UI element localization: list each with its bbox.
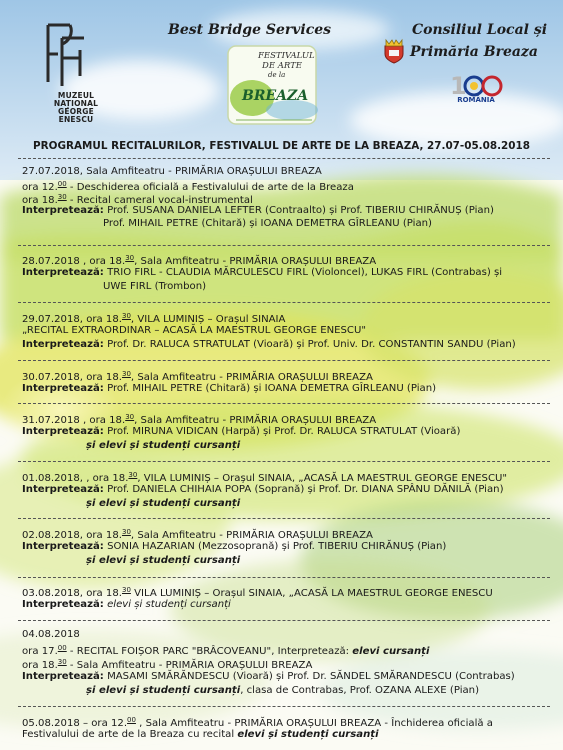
separator (18, 360, 550, 361)
entry-5-performers: Interpretează: Prof. MIRUNA VIDICAN (Harpă) și Prof. Dr. RALUCA STRATULAT (Vioară) (22, 426, 461, 437)
separator (18, 403, 550, 404)
separator (18, 706, 550, 707)
entry-1-header: 27.07.2018, Sala Amfiteatru - PRIMĂRIA ORAȘULUI BREAZA (22, 166, 322, 177)
entry-7-header: 02.08.2018, ora 18.30, Sala Amfiteatru - PRIMĂRIA ORAȘULUI BREAZA (22, 528, 373, 541)
entry-10-header: 05.08.2018 – ora 12.00 , Sala Amfiteatru - PRIMĂRIA ORAȘULUI BREAZA - Închiderea oficială a (22, 716, 493, 729)
entry-7-performers: Interpretează: SONIA HAZARIAN (Mezzosoprană) și Prof. TIBERIU CHIRĂNUȘ (Pian) (22, 541, 447, 552)
svg-text:1: 1 (450, 72, 467, 100)
entry-3-title: „RECITAL EXTRAORDINAR – ACASĂ LA MAESTRUL GEORGE ENESCU" (22, 325, 366, 336)
separator (18, 620, 550, 621)
entry-3-header: 29.07.2018, ora 18.30, VILA LUMINIȘ – Orașul SINAIA (22, 312, 286, 325)
separator (18, 245, 550, 246)
entry-1-performers: Interpretează: Prof. SUSANA DANIELA LEFTER (Contraalto) și Prof. TIBERIU CHIRĂNUȘ (Pian) (22, 205, 494, 216)
entry-8-header: 03.08.2018, ora 18.30 VILA LUMINIȘ – Orașul SINAIA, „ACASĂ LA MAESTRUL GEORGE ENESCU (22, 586, 493, 599)
festival-logo: FESTIVALUL DE ARTE de la BREAZA (222, 40, 324, 130)
consiliu-local-label: Consiliul Local și (412, 22, 548, 38)
entry-9-performers: Interpretează: MASAMI SMĂRĂNDESCU (Vioară) și Prof. Dr. SĂNDEL SMĂRANDESCU (Contrabas) (22, 671, 515, 682)
museum-name: MUZEUL NAȚIONAL GEORGE ENESCU (53, 91, 99, 124)
entry-2-performers-2: UWE FIRL (Trombon) (103, 281, 207, 292)
museum-enescu-logo (40, 20, 110, 90)
entry-9-header: 04.08.2018 (22, 629, 80, 640)
entry-5-students: și elevi și studenți cursanți (86, 440, 241, 451)
entry-5-header: 31.07.2018 , ora 18.30, Sala Amfiteatru - PRIMĂRIA ORAȘULUI BREAZA (22, 413, 377, 426)
entry-7-students: și elevi și studenți cursanți (86, 555, 241, 566)
separator (18, 461, 550, 462)
entry-6-students: și elevi și studenți cursanți (86, 498, 241, 509)
primaria-breaza-label: Primăria Breaza (410, 44, 538, 60)
entry-4-header: 30.07.2018, ora 18.30, Sala Amfiteatru - PRIMĂRIA ORAȘULUI BREAZA (22, 370, 373, 383)
entry-9-line-2: ora 17.00 - RECITAL FOIȘOR PARC "BRÂCOVEANU", Interpretează: elevi cursanți (22, 644, 430, 657)
entry-3-performers: Interpretează: Prof. Dr. RALUCA STRATULAT (Vioară) și Prof. Univ. Dr. CONSTANTIN SANDU (Pian) (22, 339, 516, 350)
entry-1-line-3: ora 18.30 - Recital cameral vocal-instrumental (22, 193, 253, 206)
program-title: PROGRAMUL RECITALURILOR, FESTIVALUL DE ARTE DE LA BREAZA, 27.07-05.08.2018 (33, 140, 530, 152)
entry-2-header: 28.07.2018 , ora 18.30, Sala Amfiteatru - PRIMĂRIA ORAȘULUI BREAZA (22, 254, 377, 267)
separator (18, 577, 550, 578)
separator (18, 302, 550, 303)
entry-9-line-3: ora 18.30 - Sala Amfiteatru - PRIMĂRIA ORAȘULUI BREAZA (22, 658, 313, 671)
romania-100-label: ROMÂNIA (457, 96, 495, 104)
entry-9-students: și elevi și studenți cursanți, clasa de Contrabas, Prof. OZANA ALEXE (Pian) (86, 685, 480, 696)
separator (18, 158, 550, 159)
breaza-crest-icon (383, 38, 405, 64)
entry-6-header: 01.08.2018, , ora 18.30, VILA LUMINIȘ – Orașul SINAIA, „ACASĂ LA MAESTRUL GEORGE ENESCU" (22, 471, 508, 484)
entry-6-performers: Interpretează: Prof. DANIELA CHIHAIA POPA (Soprană) și Prof. Dr. DIANA SPÂNU DĂNILĂ (Pian) (22, 484, 504, 495)
entry-8-performers: Interpretează: elevi și studenți cursanți (22, 599, 231, 610)
entry-1-line-2: ora 12.00 - Deschiderea oficială a Festivalului de arte de la Breaza (22, 180, 354, 193)
separator (18, 518, 550, 519)
entry-2-performers: Interpretează: TRIO FIRL - CLAUDIA MĂRCULESCU FIRL (Violoncel), LUKAS FIRL (Contrabas) și (22, 267, 503, 278)
entry-4-performers: Interpretează: Prof. MIHAIL PETRE (Chitară) și IOANA DEMETRA GÎRLEANU (Pian) (22, 383, 437, 394)
entry-10-line-2: Festivalului de arte de la Breaza cu recital elevi și studenți cursanți (22, 729, 379, 740)
entry-1-performers-2: Prof. MIHAIL PETRE (Chitară) și IOANA DEMETRA GÎRLEANU (Pian) (103, 218, 432, 229)
best-bridge-services-label: Best Bridge Services (168, 22, 332, 38)
